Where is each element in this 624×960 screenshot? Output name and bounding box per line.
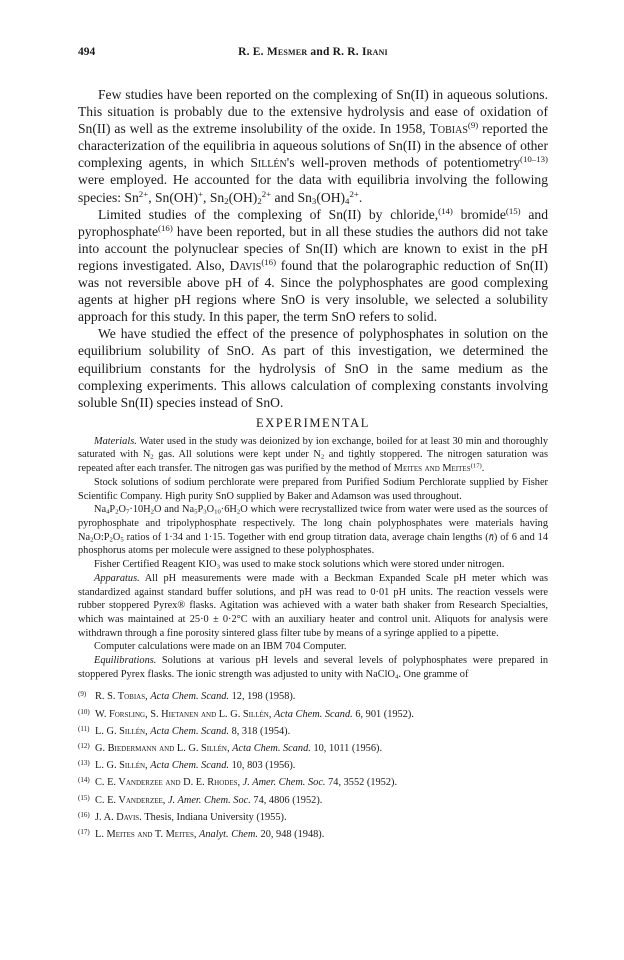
introduction — [78, 86, 548, 411]
reference-item: (11) L. G. Sillén, Acta Chem. Scand. 8, 318 (1954). — [78, 724, 291, 737]
intro-paragraph-2: Limited studies of the complexing of Sn(II) by chloride,$^{(14)}$ bromide$^{(15)}$ and pyrophosphate$^{(16)}$ have been reported, but in all these studies the authors did not take into account the polynuclear species of Sn(II) which are known to exist in the pH regions investigated. Also, Davis$^{(16)}$ found that the polarographic reduction of Sn(II) was not reversible above pH of 4. Since the polyphosphates are good complexing agents at higher pH regions where SnO is very insoluble, we selected a solubility approach for this study. In this paper, the term SnO refers to solid. — [78, 205, 548, 325]
reference-item: (10) W. Forsling, S. Hietanen and L. G. Sillén, Acta Chem. Scand. 6, 901 (1952). — [78, 707, 414, 720]
intro-paragraph-1: Few studies have been reported on the complexing of Sn(II) in aqueous solutions. This situation is probably due to the extensive hydrolysis and ease of oxidation of Sn(II) as well as the extreme insolubility of the oxide. In 1958, Tobias$^{(9)}$ reported the characterization of the equilibria in aqueous solutions of Sn(II) in the absence of other complexing agents, in which Sillén's well-proven methods of potentiometry$^{(10-13)}$ were employed. He accounted for the data with equilibria involving the following species: $Sn^{2+}$, Sn(OH)+, $Sn_2(OH)_2^{2+}$ and $Sn_3(OH)_4^{2+}$. — [78, 87, 548, 206]
section-heading-experimental: EXPERIMENTAL — [255, 415, 371, 430]
reference-item: (16) J. A. Davis. Thesis, Indiana University (1955). — [78, 810, 287, 823]
running-head: R. E. Mesmer and R. R. Irani — [238, 46, 388, 58]
stock-solutions-paragraph: Stock solutions of sodium perchlorate were prepared from Purified Sodium Perchlorate supplied by Fisher Scientific Company. High purity SnO supplied by Baker and Adamson was used throughout. — [78, 476, 548, 502]
reference-item: (13) L. G. Sillén, Acta Chem. Scand. 10, 803 (1956). — [78, 759, 296, 772]
page-header — [78, 46, 548, 64]
reference-item: (14) C. E. Vanderzee and D. E. Rhodes, J. Amer. Chem. Soc. 74, 3552 (1952). — [78, 776, 398, 789]
intro-paragraph-3: We have studied the effect of the presence of polyphosphates in solution on the equilibrium solubility of SnO. As part of this investigation, we determined the equilibrium constants for the hydrolysis of SnO in the same medium as the complexing experiments. This allows calculation of complexing constants involving soluble Sn(II) species instead of SnO. — [78, 326, 548, 410]
article-body — [78, 86, 548, 842]
footnote-references — [78, 687, 548, 842]
reference-item: (15) C. E. Vanderzee, J. Amer. Chem. Soc. 74, 4806 (1952). — [78, 793, 323, 806]
reference-item: (9) R. S. Tobias, Acta Chem. Scand. 12, 198 (1958). — [78, 690, 296, 703]
reference-item: (12) G. Biedermann and L. G. Sillén, Acta Chem. Scand. 10, 1011 (1956). — [78, 742, 383, 755]
equilibrations-paragraph: Equilibrations. Solutions at various pH levels and several levels of polyphosphates were prepared in stoppered Pyrex flasks. The ionic strength was adjusted to unity with NaClO$_4$. One gramme of — [78, 655, 548, 681]
computer-paragraph: Computer calculations were made on an IBM 704 Computer. — [94, 641, 347, 653]
reference-item: (17) L. Meites and T. Meites, Analyt. Chem. 20, 948 (1948). — [78, 828, 325, 841]
phosphates-paragraph: $Na_4P_2O_7\cdot 10H_2O$ and $Na_5P_3O_{10}\cdot 6H_2O$ which were recrystallized twice from water were used as the sources of pyrophosphate and tripolyphosphate respectively. The long chain polyphosphates were materials having $Na_2O:P_2O_5$ ratios of 1·34 and 1·15. Together with end group titration data, average chain lengths (n̄) of 6 and 14 phosphorus atoms per molecule were assigned to these polyphosphates. — [78, 504, 548, 557]
page-number: 494 — [78, 46, 96, 58]
materials-paragraph: Materials. Water used in the study was deionized by ion exchange, boiled for at least 30 min and thoroughly saturated with $N_2$ gas. All solutions were kept under $N_2$ and tightly stoppered. The nitrogen saturation was repeated after each transfer. The nitrogen gas was purified by the method of Meites and Meites$^{(17)}$. — [78, 435, 548, 475]
experimental-section — [78, 435, 548, 682]
apparatus-paragraph: Apparatus. All pH measurements were made with a Beckman Expanded Scale pH meter which was standardized against standard buffer solutions, and pH was read to 0·01 pH units. The reaction vessels were rubber stoppered Pyrex® flasks. Agitation was achieved with a water bath shaker from Research Specialties, which was maintained at 25·0 ± 0·2°C with an auxiliary heater and control unit. Aliquots for analysis were withdrawn through a fine porosity sintered glass filter tube by means of a syringe applied to a pipette. — [78, 572, 548, 639]
kio3-paragraph: Fisher Certified Reagent $KIO_3$ was used to make stock solutions which were stored under nitrogen. — [94, 559, 505, 571]
